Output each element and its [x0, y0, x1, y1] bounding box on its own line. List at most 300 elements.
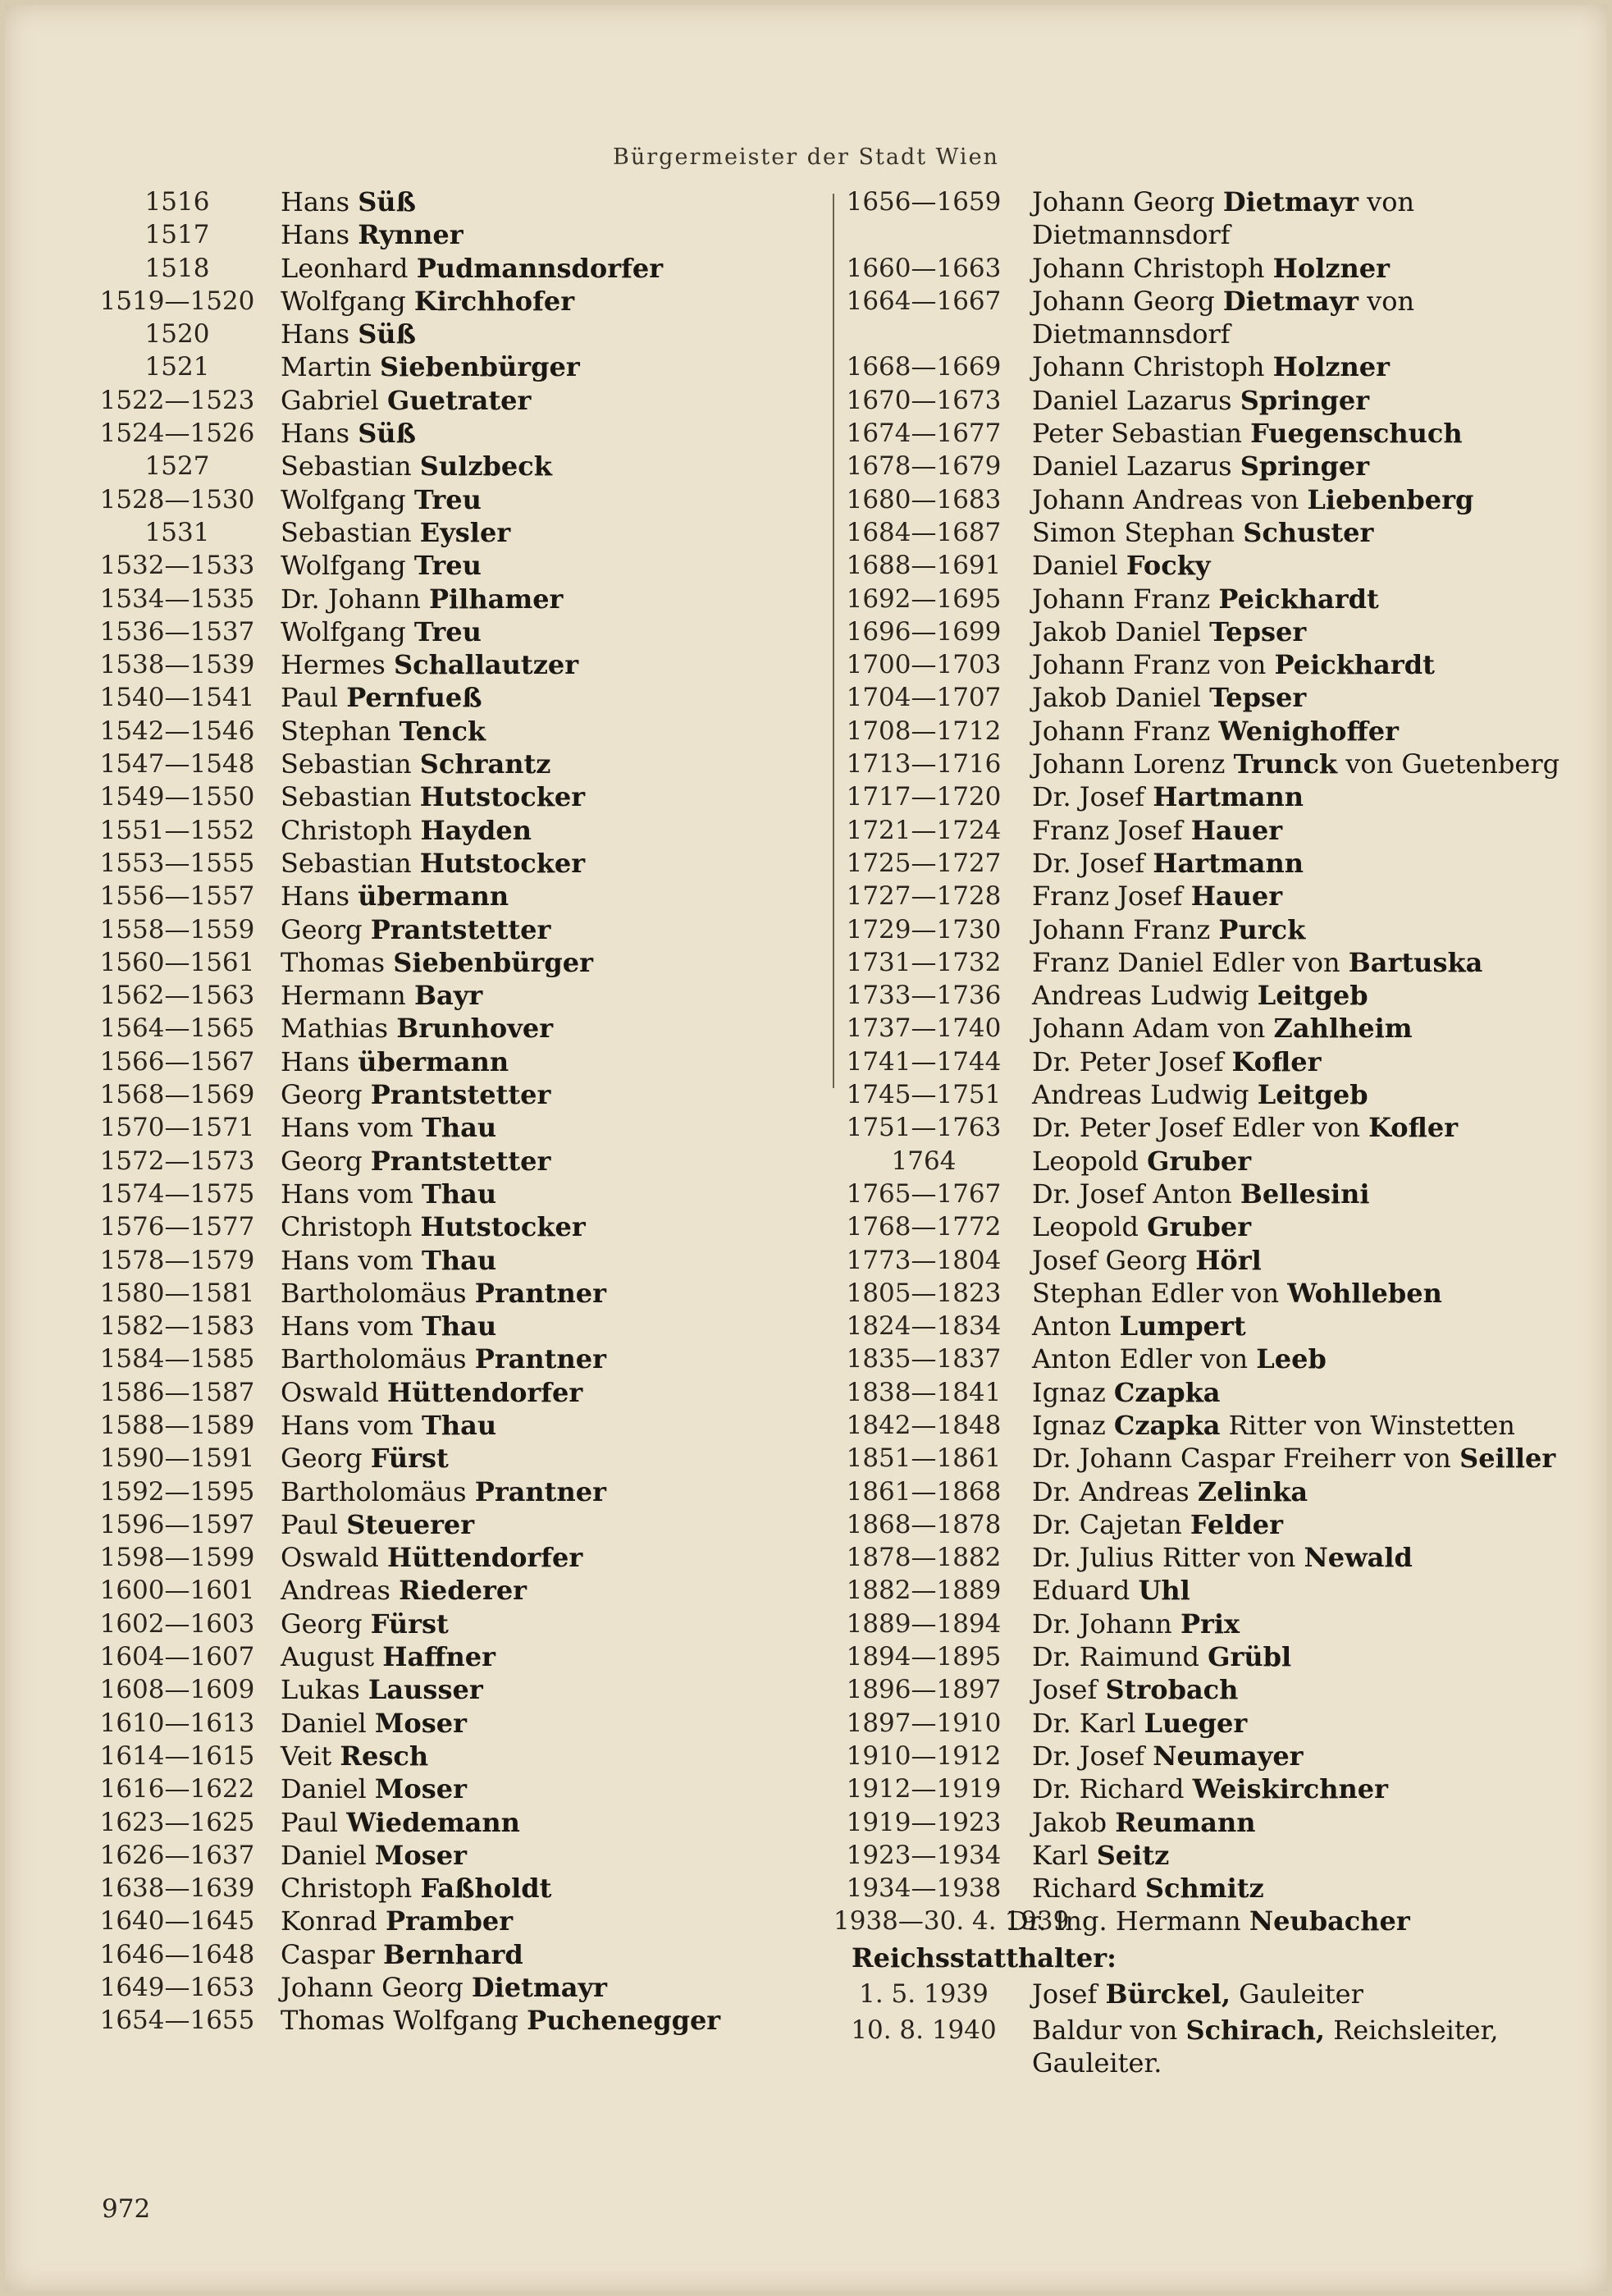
list-item — [833, 1872, 1572, 1905]
entry-years: 1745—1751 — [846, 1080, 1002, 1110]
surname: Hörl — [1195, 1244, 1262, 1276]
list-item — [833, 1475, 1572, 1508]
entry-years: 1835—1837 — [846, 1344, 1002, 1374]
entry-years: 1519—1520 — [99, 286, 255, 316]
list-item — [833, 615, 1572, 648]
surname: Uhl — [1138, 1575, 1190, 1607]
entry-years: 1540—1541 — [99, 683, 255, 713]
list-item — [833, 1045, 1572, 1078]
list-item — [79, 748, 853, 780]
surname: Prantstetter — [370, 1145, 551, 1177]
given-name: Jakob — [1032, 1806, 1107, 1838]
entry-years: 1. 5. 1939 — [859, 1978, 989, 2009]
entry-name — [1032, 681, 1573, 714]
given-name: Johann Adam von — [1032, 1013, 1266, 1045]
given-name: Gabriel — [281, 384, 379, 416]
entry-years: 1534—1535 — [99, 583, 255, 614]
entry-name — [1032, 549, 1573, 582]
list-item — [833, 979, 1572, 1012]
surname: Lumpert — [1119, 1310, 1246, 1342]
entry-name — [281, 1740, 428, 1772]
right-column-list — [833, 185, 1572, 1905]
entry-name — [1032, 1078, 1573, 1111]
list-item — [79, 1608, 853, 1640]
list-item — [833, 681, 1572, 714]
entry-years: 1584—1585 — [99, 1344, 255, 1374]
given-name: Andreas Ludwig — [1032, 1079, 1249, 1111]
surname: Hutstocker — [419, 781, 586, 813]
list-item — [79, 1938, 853, 1971]
given-name: Johann Christoph — [1032, 252, 1265, 284]
surname: Pramber — [385, 1905, 514, 1937]
entry-years: 1522—1523 — [99, 385, 255, 415]
surname: Leitgeb — [1257, 1079, 1368, 1111]
entry-name — [281, 847, 585, 880]
entry-name — [1032, 1145, 1573, 1178]
entry-years: 1528—1530 — [99, 484, 255, 515]
entry-years: 1938—30. 4. 1939 — [833, 1906, 1070, 1937]
entry-years: 1568—1569 — [99, 1080, 255, 1110]
list-item — [79, 1772, 853, 1805]
entry-years: 10. 8. 1940 — [851, 2015, 997, 2046]
entry-name — [281, 1971, 607, 2004]
entry-name — [281, 1806, 520, 1839]
given-name: Dr. Cajetan — [1032, 1508, 1182, 1540]
surname: Leitgeb — [1257, 980, 1368, 1012]
entry-name — [1032, 1839, 1573, 1872]
list-item — [833, 1145, 1572, 1178]
entry-name — [1032, 1541, 1573, 1574]
entry-years: 1897—1910 — [846, 1708, 1002, 1738]
entry-name — [281, 913, 550, 946]
surname: Guetrater — [387, 384, 532, 416]
entry-name — [1032, 979, 1573, 1012]
list-item — [79, 1244, 853, 1277]
entry-name — [1032, 583, 1573, 615]
list-item — [79, 1574, 853, 1607]
surname: Prantner — [474, 1343, 606, 1375]
entry-name — [281, 218, 464, 251]
list-item — [79, 450, 853, 483]
list-item — [79, 1806, 853, 1839]
surname: Hauer — [1190, 880, 1283, 912]
given-name: Dr. Peter Josef Edler von — [1032, 1112, 1360, 1144]
surname: Czapka — [1113, 1409, 1221, 1441]
entry-years: 1551—1552 — [99, 815, 255, 845]
entry-name — [281, 1244, 496, 1277]
list-item — [79, 1342, 853, 1375]
entry-name — [1032, 1376, 1573, 1409]
list-item — [833, 1508, 1572, 1541]
entry-years: 1696—1699 — [846, 616, 1002, 647]
surname: Gruber — [1147, 1145, 1252, 1177]
surname: Focky — [1126, 550, 1211, 582]
entry-years: 1614—1615 — [99, 1740, 255, 1771]
entry-years: 1851—1861 — [846, 1443, 1002, 1474]
surname: Zahlheim — [1273, 1013, 1413, 1045]
given-name: Hans vom — [281, 1178, 413, 1210]
entry-name — [281, 1839, 467, 1872]
surname: Felder — [1190, 1508, 1283, 1540]
list-item — [833, 946, 1572, 979]
surname: Czapka — [1113, 1376, 1221, 1408]
given-name: Martin — [281, 351, 372, 383]
surname: Bellesini — [1240, 1178, 1370, 1210]
surname: Prantner — [474, 1277, 606, 1309]
given-name: Georg — [281, 1079, 363, 1111]
surname: Kofler — [1368, 1112, 1459, 1144]
surname: Schirach, — [1185, 2015, 1326, 2047]
entry-name — [1032, 715, 1573, 748]
entry-name — [281, 516, 510, 549]
entry-name — [281, 1640, 495, 1673]
entry-name — [1032, 417, 1573, 450]
entry-years: 1516 — [144, 187, 210, 217]
given-name: Thomas — [281, 946, 386, 978]
list-item — [79, 913, 853, 946]
list-item — [79, 1442, 853, 1475]
entry-years: 1664—1667 — [846, 286, 1002, 316]
entry-name — [281, 1178, 496, 1210]
given-name: Wolfgang — [281, 483, 406, 515]
entry-name — [281, 1145, 550, 1178]
entry-name — [281, 285, 574, 318]
list-item — [79, 1475, 853, 1508]
entry-years: 1680—1683 — [846, 484, 1002, 515]
list-item — [79, 218, 853, 251]
entry-name — [281, 1342, 606, 1375]
surname: Eysler — [419, 516, 511, 548]
entry-years: 1692—1695 — [846, 583, 1002, 614]
entry-name — [1032, 1310, 1573, 1342]
surname: Peickhardt — [1274, 649, 1435, 681]
entry-years: 1527 — [144, 451, 210, 482]
entry-years: 1934—1938 — [846, 1873, 1002, 1904]
given-name: Paul — [281, 1508, 339, 1540]
given-name: Hans — [281, 318, 350, 350]
given-name: Dr. Josef — [1032, 781, 1145, 813]
list-item — [79, 1376, 853, 1409]
surname: Thau — [422, 1409, 497, 1441]
surname: Springer — [1240, 451, 1370, 483]
surname: Tepser — [1209, 682, 1307, 714]
entry-name — [1032, 1277, 1573, 1310]
given-name: Johann Georg — [1032, 285, 1215, 317]
surname: Fürst — [370, 1608, 449, 1640]
list-item — [833, 1442, 1572, 1475]
entry-years: 1590—1591 — [99, 1443, 255, 1474]
given-name: Hans — [281, 1045, 350, 1077]
entry-name — [1032, 252, 1573, 285]
entry-name — [281, 350, 580, 383]
surname: Fürst — [370, 1443, 449, 1475]
given-name: Paul — [281, 1806, 339, 1838]
entry-name — [281, 2004, 720, 2037]
list-item — [833, 1707, 1572, 1740]
entry-name — [281, 1938, 523, 1971]
list-item — [833, 748, 1572, 780]
entry-years: 1654—1655 — [99, 2006, 255, 2036]
list-item — [79, 979, 853, 1012]
list-item — [79, 1640, 853, 1673]
right-column — [833, 185, 1572, 2080]
entry-name — [281, 1872, 551, 1905]
given-name: Dr. Julius Ritter von — [1032, 1542, 1296, 1574]
list-item — [833, 252, 1572, 285]
entry-name — [281, 1012, 553, 1045]
surname: Prantner — [474, 1475, 606, 1507]
entry-years: 1656—1659 — [846, 187, 1002, 217]
surname: Schrantz — [419, 748, 551, 780]
surname: Hüttendorfer — [387, 1542, 583, 1574]
list-item — [79, 1839, 853, 1872]
list-item — [833, 1740, 1572, 1772]
entry-years: 1626—1637 — [99, 1840, 255, 1870]
given-name: Wolfgang — [281, 285, 406, 317]
entry-name — [1032, 1608, 1573, 1640]
right-column-lower — [833, 1905, 1572, 2079]
list-item — [833, 1210, 1572, 1243]
given-name: Dr. Richard — [1032, 1773, 1185, 1805]
list-item — [79, 1905, 853, 1937]
given-name: Sebastian — [281, 748, 412, 780]
entry-years: 1638—1639 — [99, 1873, 255, 1904]
surname: Wohlleben — [1287, 1277, 1442, 1309]
given-name: Andreas — [281, 1575, 390, 1607]
given-name: Josef Georg — [1032, 1244, 1188, 1276]
surname: Hartmann — [1153, 781, 1304, 813]
list-item — [79, 1012, 853, 1045]
entry-name — [281, 1409, 496, 1442]
entry-years: 1640—1645 — [99, 1906, 255, 1937]
entry-name — [1032, 1978, 1573, 2010]
given-name: Bartholomäus — [281, 1343, 467, 1375]
entry-name — [281, 1376, 582, 1409]
given-name: Dr. Johann — [1032, 1608, 1172, 1640]
surname: Leeb — [1256, 1343, 1327, 1375]
entry-name — [281, 1078, 550, 1111]
entry-name — [281, 814, 532, 847]
list-item — [833, 1640, 1572, 1673]
given-name: Dr. Karl — [1032, 1707, 1136, 1739]
surname: Prix — [1180, 1608, 1240, 1640]
list-item — [833, 516, 1572, 549]
entry-name — [281, 648, 578, 681]
list-item — [833, 450, 1572, 483]
given-name: Dr. Josef — [1032, 847, 1145, 879]
entry-years: 1868—1878 — [846, 1509, 1002, 1539]
entry-name — [1032, 615, 1573, 648]
given-name: Hans — [281, 186, 350, 217]
entry-years: 1882—1889 — [846, 1576, 1002, 1606]
surname: Tenck — [399, 715, 486, 747]
given-name: Wolfgang — [281, 615, 406, 647]
entry-years: 1524—1526 — [99, 418, 255, 449]
list-item — [833, 880, 1572, 912]
entry-name — [1032, 1673, 1573, 1706]
surname: Sulzbeck — [419, 451, 552, 483]
entry-years: 1578—1579 — [99, 1245, 255, 1275]
entry-years: 1912—1919 — [846, 1774, 1002, 1804]
entry-name — [1032, 814, 1573, 847]
given-name: Wolfgang — [281, 550, 406, 582]
list-item — [79, 1740, 853, 1772]
list-item — [79, 1111, 853, 1144]
entry-name — [281, 780, 585, 813]
given-name: Daniel — [281, 1707, 367, 1739]
entry-years: 1708—1712 — [846, 716, 1002, 746]
surname: Hauer — [1190, 814, 1283, 846]
given-name: Stephan — [281, 715, 391, 747]
surname: Dietmayr — [1222, 186, 1359, 217]
entry-name — [1032, 780, 1573, 813]
surname: Neubacher — [1249, 1905, 1410, 1937]
entry-years: 1547—1548 — [99, 749, 255, 780]
surname: Treu — [413, 615, 482, 647]
surname: Hayden — [420, 814, 532, 846]
entry-years: 1518 — [144, 253, 210, 283]
surname: Hartmann — [1153, 847, 1304, 879]
entry-name — [281, 483, 482, 516]
given-name: Bartholomäus — [281, 1277, 467, 1309]
list-item — [79, 285, 853, 318]
list-item — [79, 814, 853, 847]
entry-name — [1032, 1012, 1573, 1045]
list-item — [79, 1310, 853, 1342]
surname: Treu — [413, 483, 482, 515]
given-name: Dr. Josef — [1032, 1740, 1145, 1772]
list-item — [833, 715, 1572, 748]
list-item — [79, 2004, 853, 2037]
entry-years: 1553—1555 — [99, 848, 255, 878]
surname: Zelinka — [1197, 1475, 1308, 1507]
surname: Weiskirchner — [1192, 1773, 1388, 1805]
surname: Siebenbürger — [380, 351, 580, 383]
surname: Seitz — [1096, 1839, 1170, 1871]
given-name: Leonhard — [281, 252, 409, 284]
list-item — [833, 384, 1572, 417]
surname: Tepser — [1209, 615, 1307, 647]
surname: Rynner — [358, 219, 464, 251]
entry-name — [281, 549, 482, 582]
given-name: Sebastian — [281, 847, 412, 879]
entry-years: 1592—1595 — [99, 1476, 255, 1507]
list-item — [79, 318, 853, 350]
given-name: Christoph — [281, 1211, 413, 1243]
given-name: Simon Stephan — [1032, 516, 1235, 548]
list-item — [79, 681, 853, 714]
list-item — [833, 780, 1572, 813]
entry-years: 1562—1563 — [99, 981, 255, 1011]
entry-years: 1560—1561 — [99, 947, 255, 977]
list-item — [79, 847, 853, 880]
surname: Haffner — [382, 1641, 495, 1673]
list-item — [833, 1772, 1572, 1805]
given-name: Richard — [1032, 1873, 1137, 1905]
given-name: Hermes — [281, 649, 386, 681]
entry-name — [281, 681, 482, 714]
surname: Hutstocker — [420, 1211, 586, 1243]
surname: Trunck — [1233, 748, 1338, 780]
list-item — [833, 1244, 1572, 1277]
surname: Süß — [358, 418, 416, 450]
entry-name — [1007, 1905, 1549, 1937]
list-item — [79, 715, 853, 748]
entry-name — [281, 1673, 483, 1706]
entry-years: 1751—1763 — [846, 1113, 1002, 1143]
surname: Wiedemann — [346, 1806, 520, 1838]
entry-name — [281, 946, 593, 979]
surname: Lueger — [1144, 1707, 1248, 1739]
entry-years: 1668—1669 — [846, 352, 1002, 382]
surname: Prantstetter — [370, 1079, 551, 1111]
surname: übermann — [358, 880, 509, 912]
list-item — [833, 1978, 1572, 2014]
entry-name — [281, 715, 486, 748]
list-item — [833, 1012, 1572, 1045]
given-name: Dr. Josef Anton — [1032, 1178, 1232, 1210]
entry-name — [1032, 1508, 1573, 1541]
entry-years: 1741—1744 — [846, 1046, 1002, 1077]
surname: Holzner — [1272, 351, 1390, 383]
reichsstatthalter-heading: Reichsstatthalter: — [852, 1942, 1117, 1974]
list-item — [79, 1145, 853, 1178]
surname: Moser — [374, 1773, 467, 1805]
given-name: Hermann — [281, 980, 406, 1012]
entry-name — [1032, 1475, 1573, 1508]
entry-years: 1566—1567 — [99, 1046, 255, 1077]
given-name: Baldur von — [1032, 2015, 1178, 2047]
given-name: Caspar — [281, 1938, 375, 1970]
list-item — [79, 384, 853, 417]
entry-years: 1616—1622 — [99, 1774, 255, 1804]
entry-years: 1765—1767 — [846, 1178, 1002, 1209]
given-name: Hans vom — [281, 1244, 413, 1276]
entry-name — [1032, 847, 1573, 880]
given-name: Johann Christoph — [1032, 351, 1265, 383]
entry-years: 1598—1599 — [99, 1543, 255, 1573]
entry-years: 1646—1648 — [99, 1939, 255, 1969]
entry-years: 1570—1571 — [99, 1113, 255, 1143]
entry-name — [1032, 185, 1573, 251]
entry-years: 1580—1581 — [99, 1278, 255, 1308]
given-name: Anton — [1032, 1310, 1112, 1342]
entry-years: 1538—1539 — [99, 650, 255, 680]
entry-years: 1608—1609 — [99, 1675, 255, 1705]
surname: Seiller — [1459, 1443, 1556, 1475]
given-name: Stephan Edler von — [1032, 1277, 1280, 1309]
entry-years: 1556—1557 — [99, 881, 255, 912]
entry-years: 1558—1559 — [99, 914, 255, 944]
surname: Faßholdt — [420, 1873, 552, 1905]
entry-name — [1032, 1244, 1573, 1277]
given-name: Oswald — [281, 1376, 379, 1408]
surname: Pudmannsdorfer — [416, 252, 664, 284]
entry-years: 1531 — [144, 517, 210, 547]
list-item — [833, 1608, 1572, 1640]
entry-years: 1649—1653 — [99, 1973, 255, 2003]
entry-name — [1032, 285, 1573, 350]
entry-years: 1896—1897 — [846, 1675, 1002, 1705]
entry-name — [281, 1608, 449, 1640]
entry-name — [281, 1442, 449, 1475]
entry-years: 1733—1736 — [846, 981, 1002, 1011]
given-name: Andreas Ludwig — [1032, 980, 1249, 1012]
entry-name — [281, 384, 531, 417]
given-name: Lukas — [281, 1674, 360, 1706]
entry-name — [281, 417, 416, 450]
entry-name — [281, 1905, 513, 1937]
